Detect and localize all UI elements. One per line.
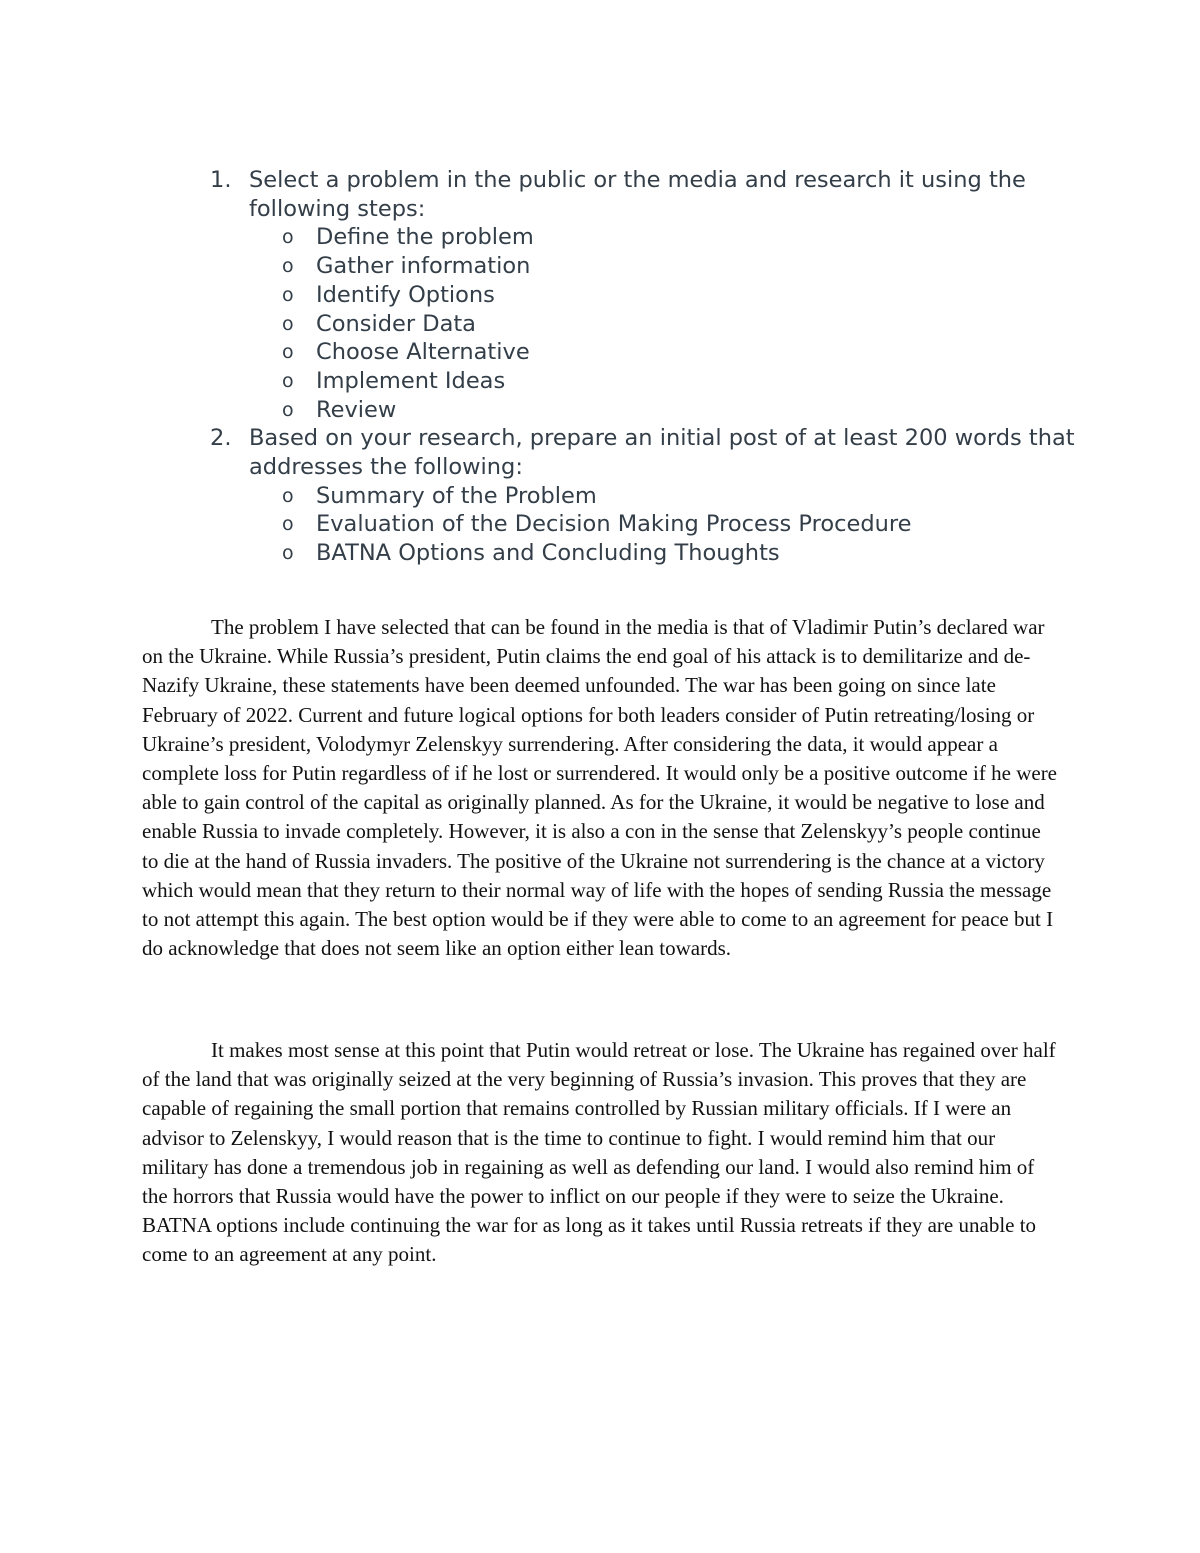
instruction-text: Select a problem in the public or the media and research it using the following steps: [249,167,1026,222]
step-label: Choose Alternative [316,339,530,366]
bullet-marker: o [282,341,294,364]
instruction-steps-1 [282,223,1090,424]
bullet-marker: o [282,255,294,278]
bullet-marker: o [282,226,294,249]
list-item [282,539,1090,568]
response-paragraph-2: It makes most sense at this point that Putin would retreat or lose. The Ukraine has regained over half of the land that was originally seized at the very beginning of Russia’s invasion. This proves that they are capable of regaining the small portion that remains controlled by Russian military officials. If I were an advisor to Zelenskyy, I would reason that is the time to continue to fight. I would remind him that our military has done a tremendous job in regaining as well as defending our land. I would also remind him of the horrors that Russia would have the power to inflict on our people if they were to seize the Ukraine. BATNA options include continuing the war for as long as it takes until Russia retreats if they are unable to come to an agreement at any point. [142,1038,1056,1267]
instruction-item-2 [210,424,1090,481]
instruction-item-1 [210,166,1090,223]
list-item [282,510,1090,539]
list-item [282,482,1090,511]
step-label: Identify Options [316,281,495,308]
instruction-steps-2 [282,482,1090,568]
list-item [282,310,1090,339]
bullet-marker: o [282,398,294,421]
list-item [282,396,1090,425]
step-label: Summary of the Problem [316,482,597,509]
list-item [282,367,1090,396]
response-paragraph-1: The problem I have selected that can be found in the media is that of Vladimir Putin’s declared war on the Ukraine. While Russia’s president, Putin claims the end goal of his attack is to demilitarize and de-Nazify Ukraine, these statements have been deemed unfounded. The war has been going on since late February of 2022. Current and future logical options for both leaders consider of Putin retreating/losing or Ukraine’s president, Volodymyr Zelenskyy surrendering. After considering the data, it would appear a complete loss for Putin regardless of if he lost or surrendered. It would only be a positive outcome if he were able to gain control of the capital as originally planned. As for the Ukraine, it would be negative to lose and enable Russia to invade completely. However, it is also a con in the sense that Zelenskyy’s people continue to die at the hand of Russia invaders. The positive of the Ukraine not surrendering is the chance at a victory which would mean that they return to their normal way of life with the hopes of sending Russia the message to not attempt this again. The best option would be if they were able to come to an agreement for peace but I do acknowledge that does not seem like an option either lean towards. [142,615,1058,961]
bullet-marker: o [282,283,294,306]
bullet-marker: o [282,513,294,536]
step-label: Review [316,396,397,423]
step-label: Implement Ideas [316,367,506,394]
step-label: Define the problem [316,224,534,251]
instructions-list [210,166,1090,568]
bullet-marker: o [282,484,294,507]
step-label: Evaluation of the Decision Making Process Procedure [316,511,912,538]
instruction-text: Based on your research, prepare an initial post of at least 200 words that addresses the following: [249,425,1075,481]
bullet-marker: o [282,312,294,335]
list-item [282,338,1090,367]
bullet-marker: o [282,369,294,392]
list-item [282,252,1090,281]
step-label: Gather information [316,253,531,280]
list-number: 2. [210,425,232,452]
step-label: Consider Data [316,310,476,337]
list-item [282,223,1090,252]
list-item [282,281,1090,310]
step-label: BATNA Options and Concluding Thoughts [316,540,780,567]
bullet-marker: o [282,542,294,565]
list-number: 1. [210,167,232,193]
